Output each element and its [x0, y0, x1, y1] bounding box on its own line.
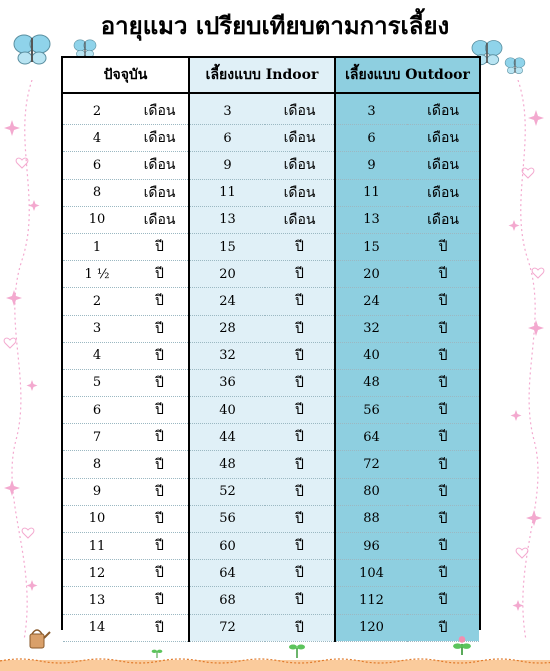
indoor-unit: ปี: [265, 369, 335, 396]
table-row: [63, 206, 479, 233]
indoor-unit: เดือน: [265, 206, 335, 233]
outdoor-age: 13: [335, 206, 407, 233]
outdoor-unit: ปี: [407, 505, 479, 532]
indoor-age: 60: [189, 533, 265, 560]
table-row: [63, 560, 479, 587]
outdoor-age: 96: [335, 533, 407, 560]
current-age: 4: [63, 342, 131, 369]
outdoor-unit: เดือน: [407, 152, 479, 179]
outdoor-age: 48: [335, 369, 407, 396]
current-age: 13: [63, 587, 131, 614]
outdoor-age: 64: [335, 424, 407, 451]
sprout-icon: [150, 646, 164, 658]
outdoor-unit: ปี: [407, 261, 479, 288]
indoor-unit: ปี: [265, 533, 335, 560]
butterfly-icon: [504, 56, 526, 76]
current-unit: เดือน: [131, 98, 189, 125]
table-row: [63, 451, 479, 478]
current-unit: ปี: [131, 451, 189, 478]
current-age: 8: [63, 179, 131, 206]
outdoor-age: 112: [335, 587, 407, 614]
outdoor-unit: ปี: [407, 342, 479, 369]
current-unit: ปี: [131, 614, 189, 641]
table-row: [63, 505, 479, 532]
cat-age-table: [61, 56, 481, 636]
current-age: 3: [63, 315, 131, 342]
ground-decor: [0, 654, 550, 671]
indoor-unit: ปี: [265, 342, 335, 369]
table-row: [63, 342, 479, 369]
header-outdoor: เลี้ยงแบบ Outdoor: [335, 58, 479, 93]
indoor-unit: ปี: [265, 233, 335, 260]
indoor-unit: ปี: [265, 478, 335, 505]
outdoor-age: 104: [335, 560, 407, 587]
header-current: ปัจจุบัน: [63, 58, 189, 93]
outdoor-unit: ปี: [407, 288, 479, 315]
outdoor-age: 120: [335, 614, 407, 641]
sparkle-icon: [4, 120, 40, 591]
indoor-age: 6: [189, 125, 265, 152]
outdoor-unit: เดือน: [407, 206, 479, 233]
indoor-unit: ปี: [265, 288, 335, 315]
indoor-age: 48: [189, 451, 265, 478]
indoor-unit: ปี: [265, 614, 335, 641]
indoor-unit: ปี: [265, 587, 335, 614]
current-age: 1 ½: [63, 261, 131, 288]
table-row: [63, 478, 479, 505]
indoor-age: 56: [189, 505, 265, 532]
indoor-unit: เดือน: [265, 152, 335, 179]
outdoor-age: 32: [335, 315, 407, 342]
table-row: [63, 98, 479, 125]
indoor-age: 20: [189, 261, 265, 288]
current-age: 7: [63, 424, 131, 451]
current-unit: เดือน: [131, 125, 189, 152]
indoor-unit: เดือน: [265, 98, 335, 125]
outdoor-unit: ปี: [407, 533, 479, 560]
indoor-age: 36: [189, 369, 265, 396]
outdoor-unit: เดือน: [407, 125, 479, 152]
current-unit: เดือน: [131, 179, 189, 206]
table-row: [63, 179, 479, 206]
current-unit: เดือน: [131, 152, 189, 179]
current-age: 14: [63, 614, 131, 641]
outdoor-age: 3: [335, 98, 407, 125]
table-body: [63, 93, 479, 641]
current-age: 2: [63, 288, 131, 315]
current-unit: ปี: [131, 560, 189, 587]
current-unit: ปี: [131, 233, 189, 260]
current-unit: ปี: [131, 397, 189, 424]
indoor-age: 40: [189, 397, 265, 424]
current-unit: ปี: [131, 261, 189, 288]
indoor-unit: เดือน: [265, 179, 335, 206]
outdoor-unit: ปี: [407, 560, 479, 587]
indoor-age: 72: [189, 614, 265, 641]
outdoor-unit: ปี: [407, 424, 479, 451]
table-header-row: [63, 58, 479, 93]
indoor-age: 11: [189, 179, 265, 206]
indoor-unit: เดือน: [265, 125, 335, 152]
sparkle-icon: [509, 110, 545, 611]
current-unit: ปี: [131, 288, 189, 315]
current-unit: เดือน: [131, 206, 189, 233]
decor-left-sparkles: [2, 80, 50, 640]
current-unit: ปี: [131, 478, 189, 505]
outdoor-age: 88: [335, 505, 407, 532]
table-row: [63, 533, 479, 560]
indoor-age: 13: [189, 206, 265, 233]
indoor-age: 44: [189, 424, 265, 451]
header-indoor: เลี้ยงแบบ Indoor: [189, 58, 335, 93]
current-age: 10: [63, 206, 131, 233]
table-row: [63, 125, 479, 152]
table-row: [63, 397, 479, 424]
indoor-unit: ปี: [265, 560, 335, 587]
current-age: 9: [63, 478, 131, 505]
current-age: 6: [63, 397, 131, 424]
indoor-age: 24: [189, 288, 265, 315]
outdoor-age: 40: [335, 342, 407, 369]
current-age: 11: [63, 533, 131, 560]
outdoor-unit: ปี: [407, 587, 479, 614]
outdoor-age: 80: [335, 478, 407, 505]
current-age: 5: [63, 369, 131, 396]
table-row: [63, 315, 479, 342]
heart-icon: [516, 168, 544, 558]
outdoor-age: 9: [335, 152, 407, 179]
current-unit: ปี: [131, 587, 189, 614]
indoor-unit: ปี: [265, 397, 335, 424]
outdoor-age: 56: [335, 397, 407, 424]
current-unit: ปี: [131, 533, 189, 560]
current-unit: ปี: [131, 505, 189, 532]
table-row: [63, 288, 479, 315]
table-row: [63, 152, 479, 179]
outdoor-unit: ปี: [407, 614, 479, 641]
watering-can-icon: [26, 624, 52, 654]
page-title: อายุแมว เปรียบเทียบตามการเลี้ยง: [100, 11, 450, 40]
outdoor-age: 11: [335, 179, 407, 206]
indoor-age: 3: [189, 98, 265, 125]
outdoor-age: 20: [335, 261, 407, 288]
current-age: 1: [63, 233, 131, 260]
table-row: [63, 587, 479, 614]
decor-right-sparkles: [500, 80, 548, 640]
table-row: [63, 614, 479, 641]
outdoor-unit: ปี: [407, 369, 479, 396]
indoor-age: 52: [189, 478, 265, 505]
indoor-age: 15: [189, 233, 265, 260]
indoor-unit: ปี: [265, 451, 335, 478]
current-unit: ปี: [131, 342, 189, 369]
indoor-age: 64: [189, 560, 265, 587]
indoor-unit: ปี: [265, 315, 335, 342]
outdoor-unit: เดือน: [407, 98, 479, 125]
current-unit: ปี: [131, 424, 189, 451]
outdoor-age: 24: [335, 288, 407, 315]
current-age: 4: [63, 125, 131, 152]
current-age: 6: [63, 152, 131, 179]
comparison-table: [63, 58, 479, 642]
sprout-icon: [288, 640, 306, 658]
current-age: 10: [63, 505, 131, 532]
table-row: [63, 369, 479, 396]
table-row: [63, 261, 479, 288]
outdoor-unit: ปี: [407, 451, 479, 478]
current-age: 12: [63, 560, 131, 587]
outdoor-unit: ปี: [407, 397, 479, 424]
indoor-age: 32: [189, 342, 265, 369]
indoor-age: 9: [189, 152, 265, 179]
sprout-icon: [452, 634, 472, 656]
current-age: 8: [63, 451, 131, 478]
table-row: [63, 424, 479, 451]
outdoor-unit: เดือน: [407, 179, 479, 206]
outdoor-unit: ปี: [407, 233, 479, 260]
indoor-age: 28: [189, 315, 265, 342]
decor-wave-line: [518, 80, 538, 640]
outdoor-age: 6: [335, 125, 407, 152]
table-row: [63, 233, 479, 260]
current-unit: ปี: [131, 369, 189, 396]
indoor-unit: ปี: [265, 424, 335, 451]
current-unit: ปี: [131, 315, 189, 342]
indoor-unit: ปี: [265, 505, 335, 532]
outdoor-unit: ปี: [407, 478, 479, 505]
current-age: 2: [63, 98, 131, 125]
outdoor-unit: ปี: [407, 315, 479, 342]
indoor-unit: ปี: [265, 261, 335, 288]
outdoor-age: 15: [335, 233, 407, 260]
decor-wave-line: [12, 80, 32, 640]
indoor-age: 68: [189, 587, 265, 614]
outdoor-age: 72: [335, 451, 407, 478]
